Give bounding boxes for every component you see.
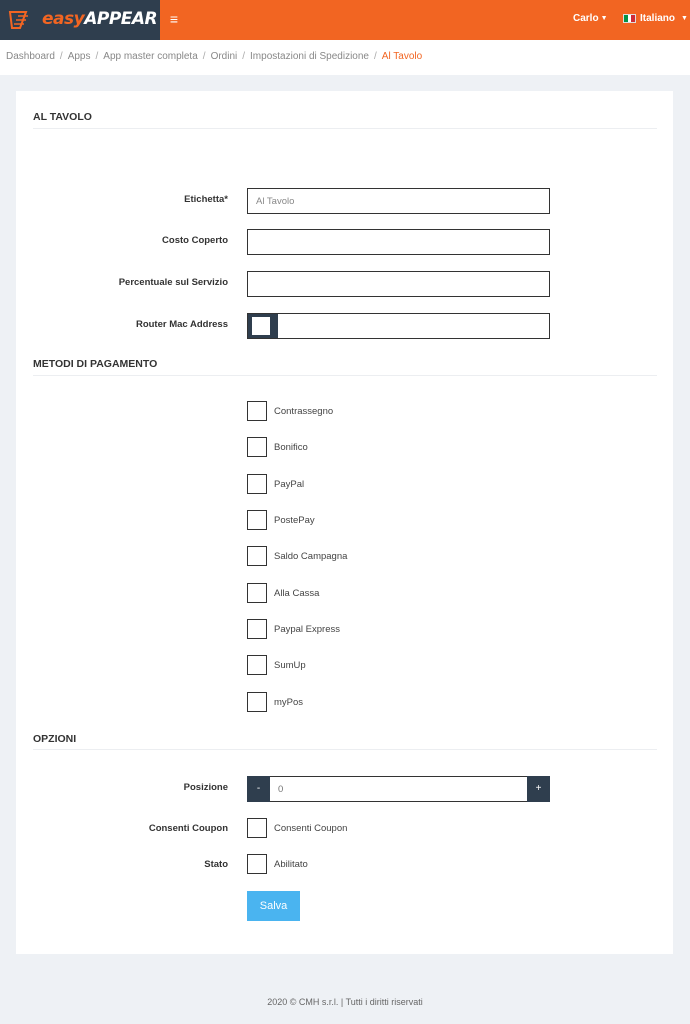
caret-down-icon: ▼ — [600, 15, 608, 22]
payment-method-item[interactable] — [247, 510, 315, 530]
costo-coperto-input[interactable] — [247, 229, 550, 255]
etichetta-input[interactable] — [247, 188, 550, 214]
postepay-checkbox[interactable] — [247, 510, 267, 530]
divider — [33, 128, 657, 129]
consenti-coupon-checkbox[interactable] — [247, 818, 267, 838]
posizione-stepper[interactable] — [247, 776, 550, 802]
logo-icon — [8, 8, 34, 32]
etichetta-label: Etichetta* — [184, 194, 228, 205]
percentuale-servizio-input[interactable] — [247, 271, 550, 297]
brand-logo[interactable] — [0, 0, 160, 40]
payment-method-item[interactable] — [247, 437, 308, 457]
toggle-switch[interactable] — [248, 314, 278, 338]
section-title-payments: METODI DI PAGAMENTO — [33, 358, 158, 370]
caret-down-icon: ▼ — [681, 15, 688, 22]
brand-name — [42, 9, 157, 29]
top-bar — [0, 0, 690, 40]
percentuale-servizio-label: Percentuale sul Servizio — [118, 277, 228, 288]
payment-method-label: PostePay — [274, 514, 315, 526]
settings-card — [16, 91, 673, 954]
paypal-checkbox[interactable] — [247, 474, 267, 494]
saldo-campagna-checkbox[interactable] — [247, 546, 267, 566]
increment-button[interactable]: + — [527, 776, 550, 802]
breadcrumb-separator: / — [374, 51, 377, 62]
breadcrumb-dashboard[interactable]: Dashboard — [6, 51, 55, 62]
breadcrumb-current: Al Tavolo — [381, 51, 423, 62]
divider — [33, 749, 657, 750]
payment-method-item[interactable] — [247, 583, 319, 603]
payment-method-label: Paypal Express — [274, 623, 341, 635]
breadcrumb-app[interactable]: App master completa — [103, 51, 198, 62]
abilitato-checkbox[interactable] — [247, 854, 267, 874]
bonifico-checkbox[interactable] — [247, 437, 267, 457]
router-mac-toggle[interactable] — [247, 313, 550, 339]
stato-row[interactable] — [247, 854, 308, 874]
payment-method-item[interactable] — [247, 474, 304, 494]
abilitato-check-label: Abilitato — [274, 858, 308, 870]
costo-coperto-label: Costo Coperto — [162, 235, 228, 246]
payment-method-label: PayPal — [274, 478, 305, 490]
mypos-checkbox[interactable] — [247, 692, 267, 712]
payment-method-item[interactable] — [247, 401, 333, 421]
posizione-input[interactable] — [270, 776, 527, 802]
breadcrumb — [0, 40, 690, 75]
breadcrumb-separator: / — [202, 51, 206, 62]
language-menu[interactable] — [623, 13, 688, 24]
posizione-label: Posizione — [183, 782, 228, 793]
footer: 2020 © CMH s.r.l. | Tutti i diritti riservati — [267, 997, 423, 1007]
breadcrumb-spedizione[interactable]: Impostazioni di Spedizione — [250, 51, 369, 62]
payment-method-label: Alla Cassa — [274, 587, 320, 599]
section-title-main: AL TAVOLO — [33, 111, 92, 123]
brand-name-part2: APPEAR — [84, 9, 158, 29]
breadcrumb-ordini[interactable]: Ordini — [210, 51, 238, 62]
breadcrumb-separator: / — [242, 51, 246, 62]
breadcrumb-apps[interactable]: Apps — [67, 51, 91, 62]
hamburger-icon[interactable]: ≡ — [169, 11, 179, 27]
payment-method-label: SumUp — [274, 659, 306, 671]
payment-method-item[interactable] — [247, 655, 306, 675]
stato-label: Stato — [204, 859, 228, 870]
paypal-express-checkbox[interactable] — [247, 619, 267, 639]
user-name: Carlo — [573, 13, 599, 24]
payment-method-label: Bonifico — [274, 441, 308, 453]
save-button[interactable]: Salva — [247, 891, 300, 921]
section-title-options: OPZIONI — [33, 733, 77, 745]
consenti-coupon-row[interactable] — [247, 818, 347, 838]
sumup-checkbox[interactable] — [247, 655, 267, 675]
payment-method-item[interactable] — [247, 619, 340, 639]
router-mac-label: Router Mac Address — [135, 319, 228, 330]
toggle-knob — [252, 317, 270, 335]
italy-flag-icon — [623, 14, 636, 23]
alla-cassa-checkbox[interactable] — [247, 583, 267, 603]
payment-method-label: Contrassegno — [274, 405, 334, 417]
breadcrumb-separator: / — [95, 51, 99, 62]
payment-method-label: Saldo Campagna — [274, 550, 348, 562]
payment-method-label: myPos — [274, 696, 304, 708]
brand-name-part1: easy — [42, 9, 85, 29]
payment-method-item[interactable] — [247, 546, 347, 566]
consenti-coupon-label: Consenti Coupon — [148, 823, 228, 834]
divider — [33, 375, 657, 376]
decrement-button[interactable]: - — [247, 776, 270, 802]
user-menu[interactable] — [573, 13, 608, 24]
language-label: Italiano — [640, 13, 676, 24]
consenti-coupon-check-label: Consenti Coupon — [274, 822, 348, 834]
breadcrumb-separator: / — [59, 51, 63, 62]
contrassegno-checkbox[interactable] — [247, 401, 267, 421]
payment-method-item[interactable] — [247, 692, 303, 712]
